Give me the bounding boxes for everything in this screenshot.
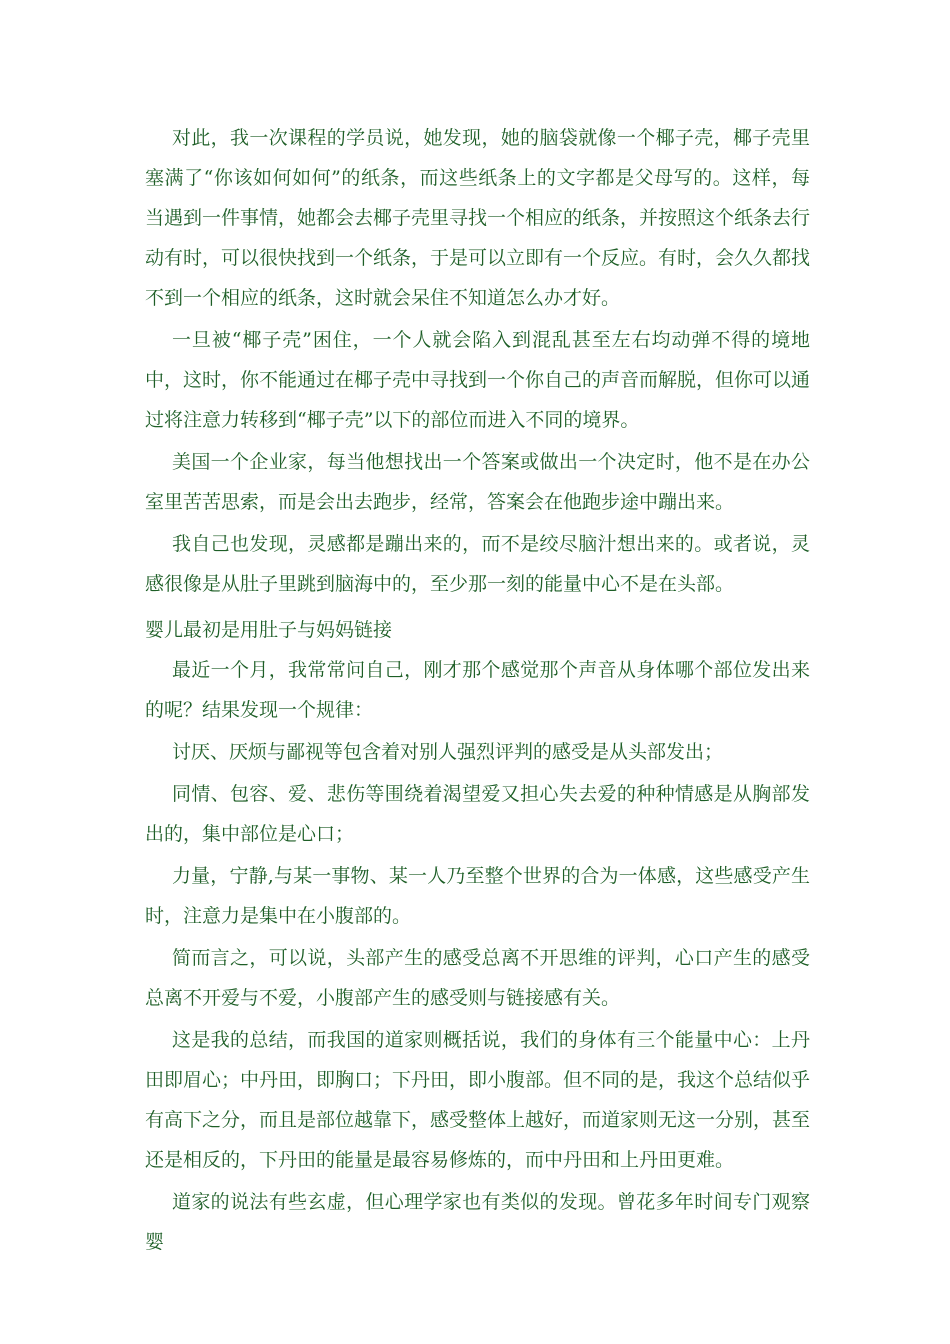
paragraph-abdomen-feelings: 力量，宁静,与某一事物、某一人乃至整个世界的合为一体感，这些感受产生时，注意力是集中在小腹部的。 bbox=[145, 865, 810, 927]
paragraph-head-feelings: 讨厌、厌烦与鄙视等包含着对别人强烈评判的感受是从头部发出； bbox=[172, 741, 724, 763]
document-page bbox=[145, 118, 810, 1264]
paragraph-summary: 简而言之，可以说，头部产生的感受总离不开思维的评判，心口产生的感受总离不开爱与不爱，小腹部产生的感受则与链接感有关。 bbox=[145, 947, 810, 1009]
paragraph-psychologists: 道家的说法有些玄虚，但心理学家也有类似的发现。曾花多年时间专门观察婴 bbox=[145, 1191, 810, 1253]
paragraph-entrepreneur: 美国一个企业家，每当他想找出一个答案或做出一个决定时，他不是在办公室里苦苦思索，而是会出去跑步，经常，答案会在他跑步途中蹦出来。 bbox=[145, 451, 810, 513]
paragraph-question: 最近一个月，我常常问自己，刚才那个感觉那个声音从身体哪个部位发出来的呢？结果发现一个规律： bbox=[145, 659, 810, 721]
paragraph-chest-feelings: 同情、包容、爱、悲伤等围绕着渴望爱又担心失去爱的种种情感是从胸部发出的，集中部位是心口； bbox=[145, 783, 810, 845]
paragraph-trapped: 一旦被“椰子壳”困住，一个人就会陷入到混乱甚至左右均动弹不得的境地中，这时，你不能通过在椰子壳中寻找到一个你自己的声音而解脱，但你可以通过将注意力转移到“椰子壳”以下的部位而进入不同的境界。 bbox=[145, 329, 811, 431]
paragraph-inspiration: 我自己也发现，灵感都是蹦出来的，而不是绞尽脑汁想出来的。或者说，灵感很像是从肚子里跳到脑海中的，至少那一刻的能量中心不是在头部。 bbox=[145, 533, 810, 595]
paragraph-coconut-shell: 对此，我一次课程的学员说，她发现，她的脑袋就像一个椰子壳，椰子壳里塞满了“你该如何如何”的纸条，而这些纸条上的文字都是父母写的。这样，每当遇到一件事情，她都会去椰子壳里寻找一个相应的纸条，并按照这个纸条去行动有时，可以很快找到一个纸条，于是可以立即有一个反应。有时，会久久都找不到一个相应的纸条，这时就会呆住不知道怎么办才好。 bbox=[145, 127, 811, 309]
paragraph-taoist-centers: 这是我的总结，而我国的道家则概括说，我们的身体有三个能量中心：上丹田即眉心；中丹田，即胸口；下丹田，即小腹部。但不同的是，我这个总结似乎有高下之分，而且是部位越靠下，感受整体上越好，而道家则无这一分别，甚至还是相反的，下丹田的能量是最容易修炼的，而中丹田和上丹田更难。 bbox=[145, 1029, 811, 1171]
section-heading: 婴儿最初是用肚子与妈妈链接 bbox=[145, 619, 393, 641]
